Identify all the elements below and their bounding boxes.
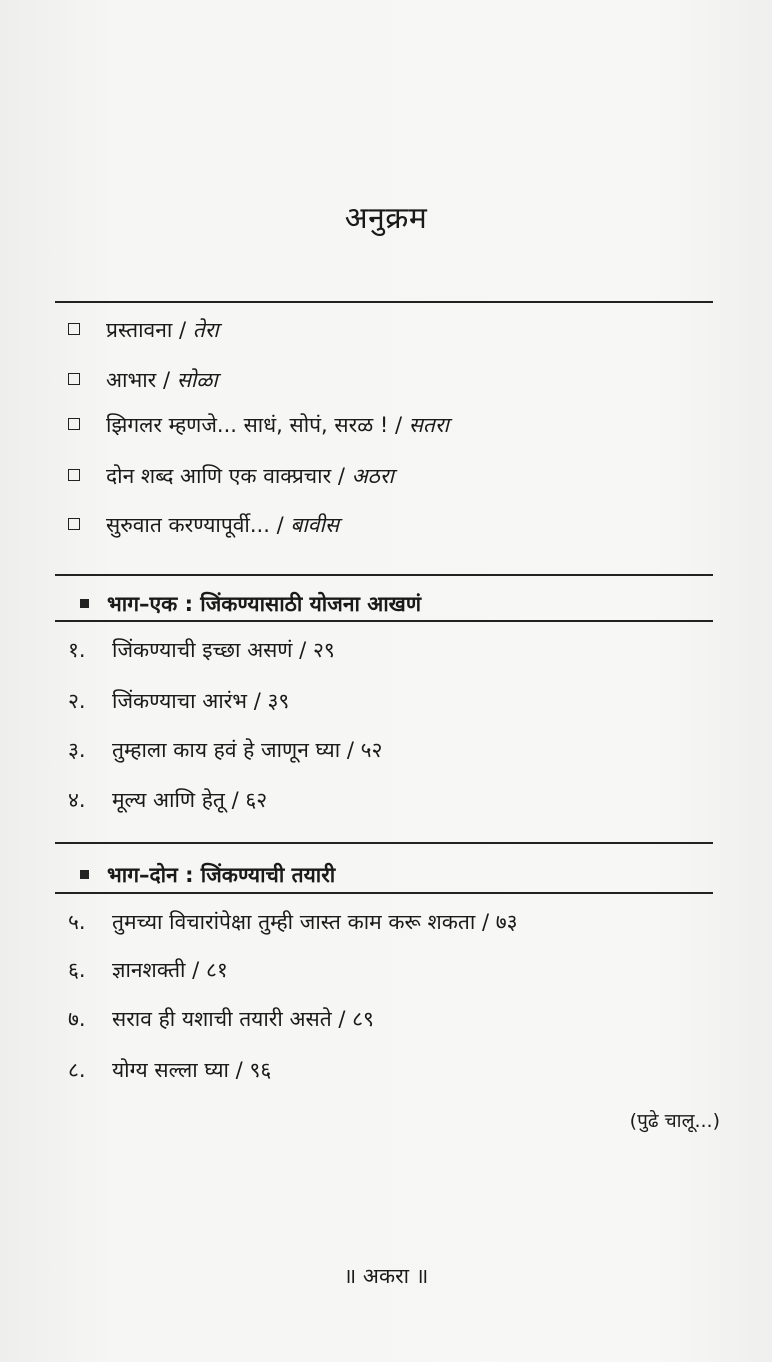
chapter-number: ३. xyxy=(68,738,86,762)
chapter-page: ८९ xyxy=(352,1007,374,1031)
chapter-number: ५. xyxy=(68,910,86,934)
entry-page: सोळा xyxy=(176,368,218,392)
checkbox-bullet-icon xyxy=(68,323,80,335)
chapter-entry: ४. मूल्य आणि हेतू / ६२ xyxy=(68,785,267,815)
chapter-page: ९६ xyxy=(249,1058,272,1082)
entry-label: आभार xyxy=(106,368,157,392)
toc-entry: झिगलर म्हणजे... साधं, सोपं, सरळ ! / सतरा xyxy=(68,410,449,440)
chapter-number: ६. xyxy=(68,958,86,982)
chapter-entry: ८. योग्य सल्ला घ्या / ९६ xyxy=(68,1055,271,1085)
chapter-number: २. xyxy=(68,689,86,713)
entry-label: सुरुवात करण्यापूर्वी... xyxy=(106,513,270,537)
chapter-page: ३९ xyxy=(267,689,290,713)
page-title: अनुक्रम xyxy=(344,201,428,236)
chapter-entry: १. जिंकण्याची इच्छा असणं / २९ xyxy=(68,635,335,665)
toc-entry: आभार / सोळा xyxy=(68,365,218,395)
divider xyxy=(55,842,713,844)
divider xyxy=(55,574,713,576)
checkbox-bullet-icon xyxy=(68,418,80,430)
chapter-page: ६२ xyxy=(245,788,268,812)
chapter-label: तुम्हाला काय हवं हे जाणून घ्या xyxy=(112,738,341,762)
chapter-page: २९ xyxy=(312,638,335,662)
chapter-entry: ६. ज्ञानशक्ती / ८१ xyxy=(68,955,228,985)
checkbox-bullet-icon xyxy=(68,373,80,385)
checkbox-bullet-icon xyxy=(68,518,80,530)
entry-label: प्रस्तावना xyxy=(106,318,173,342)
chapter-page: ७३ xyxy=(495,910,518,934)
chapter-number: ८. xyxy=(68,1058,86,1082)
chapter-entry: २. जिंकण्याचा आरंभ / ३९ xyxy=(68,686,289,716)
chapter-label: जिंकण्याचा आरंभ xyxy=(112,689,248,713)
divider xyxy=(55,892,713,894)
square-bullet-icon xyxy=(80,599,89,608)
chapter-number: १. xyxy=(68,638,86,662)
page-number: ॥ अकरा ॥ xyxy=(343,1264,429,1288)
chapter-label: मूल्य आणि हेतू xyxy=(112,788,225,812)
continued-note: (पुढे चालू...) xyxy=(629,1110,720,1132)
chapter-entry: ५. तुमच्या विचारांपेक्षा तुम्ही जास्त काम करू शकता / ७३ xyxy=(68,907,518,937)
chapter-page: ५२ xyxy=(360,738,383,762)
entry-label: दोन शब्द आणि एक वाक्प्रचार xyxy=(106,464,332,488)
divider xyxy=(55,301,713,303)
toc-entry: दोन शब्द आणि एक वाक्प्रचार / अठरा xyxy=(68,461,394,491)
chapter-number: ४. xyxy=(68,788,86,812)
chapter-page: ८१ xyxy=(205,958,228,982)
divider xyxy=(55,620,713,622)
chapter-label: ज्ञानशक्ती xyxy=(112,958,186,982)
chapter-label: जिंकण्याची इच्छा असणं xyxy=(112,638,293,662)
entry-page: अठरा xyxy=(351,464,394,488)
part-heading: भाग–एक : जिंकण्यासाठी योजना आखणं xyxy=(80,589,421,619)
checkbox-bullet-icon xyxy=(68,469,80,481)
toc-entry: सुरुवात करण्यापूर्वी... / बावीस xyxy=(68,510,339,540)
chapter-entry: ३. तुम्हाला काय हवं हे जाणून घ्या / ५२ xyxy=(68,735,382,765)
toc-entry: प्रस्तावना / तेरा xyxy=(68,315,219,345)
chapter-label: सराव ही यशाची तयारी असते xyxy=(112,1007,332,1031)
entry-page: तेरा xyxy=(192,318,219,342)
chapter-label: योग्य सल्ला घ्या xyxy=(112,1058,229,1082)
entry-label: झिगलर म्हणजे... साधं, सोपं, सरळ ! xyxy=(106,413,389,437)
square-bullet-icon xyxy=(80,870,89,879)
chapter-label: तुमच्या विचारांपेक्षा तुम्ही जास्त काम करू शकता xyxy=(112,910,476,934)
entry-page: सतरा xyxy=(408,413,449,437)
entry-page: बावीस xyxy=(290,513,340,537)
chapter-entry: ७. सराव ही यशाची तयारी असते / ८९ xyxy=(68,1004,374,1034)
chapter-number: ७. xyxy=(68,1007,86,1031)
part-heading: भाग–दोन : जिंकण्याची तयारी xyxy=(80,860,335,890)
